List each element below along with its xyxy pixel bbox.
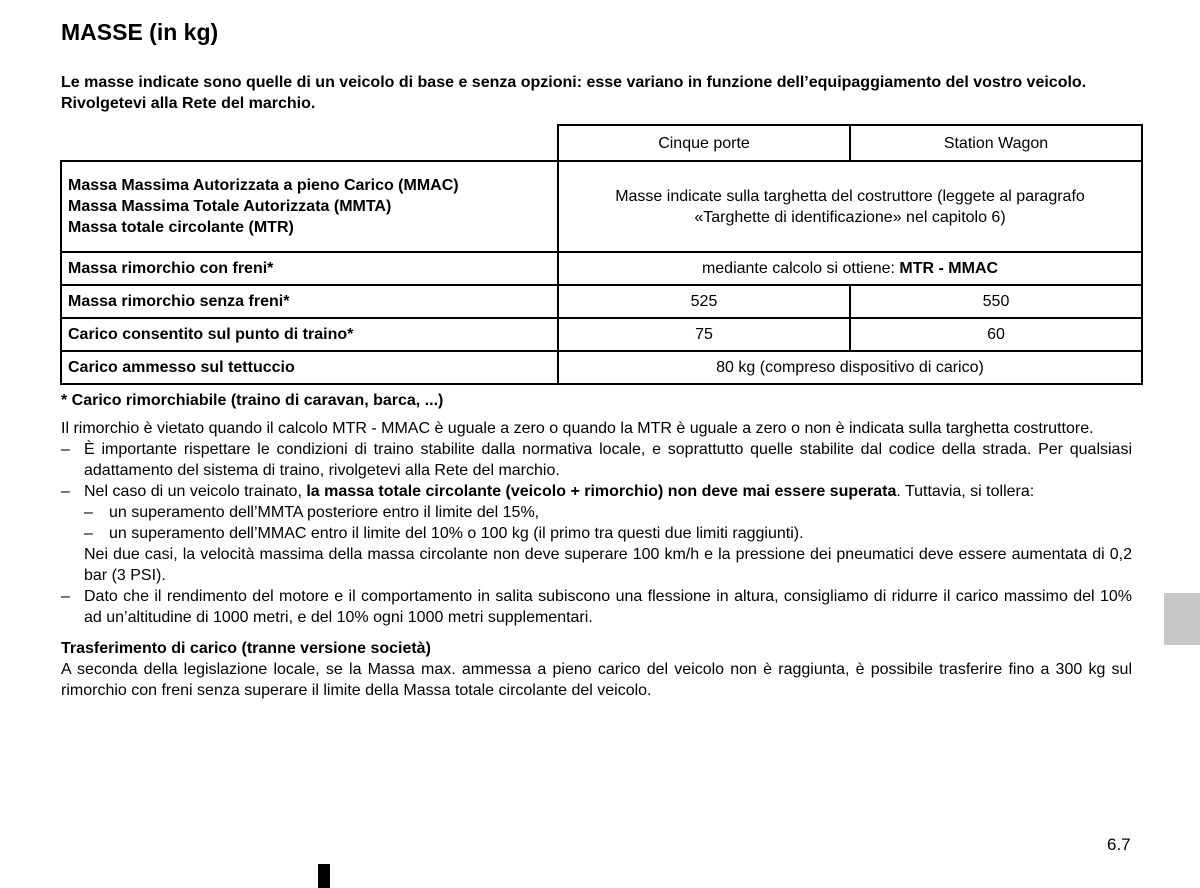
table-header-row (61, 125, 1142, 161)
masses-value: Masse indicate sulla targhetta del costruttore (leggete al paragrafo «Targhette di identificazione» nel capitolo 6) (558, 161, 1142, 252)
table-row-unbraked (61, 285, 1142, 318)
hitch-value-station-wagon: 60 (850, 318, 1142, 351)
row-label-roof: Carico ammesso sul tettuccio (61, 351, 558, 384)
load-transfer-heading: Trasferimento di carico (tranne versione società) (61, 640, 431, 657)
table-row-braked (61, 252, 1142, 285)
list-item-altitude (61, 586, 1132, 628)
roof-value: 80 kg (compreso dispositivo di carico) (558, 351, 1142, 384)
list-dash: – (61, 588, 70, 605)
unbraked-value-cinque-porte: 525 (558, 285, 850, 318)
row-label-hitch: Carico consentito sul punto di traino* (61, 318, 558, 351)
table-corner-cell (61, 125, 558, 161)
list-item-text: Dato che il rendimento del motore e il comportamento in salita subiscono una flessione in altura, consigliamo di ridurre il carico massimo del 10% ad un’altitudine di 1000 metri, e del 10% ogni 1000 metri supplementari. (84, 588, 1132, 626)
sub-list-dash: – (84, 525, 93, 542)
column-header-station-wagon: Station Wagon (850, 125, 1142, 161)
sub-item-mmac (84, 523, 1132, 544)
hitch-value-cinque-porte: 75 (558, 318, 850, 351)
table-row-hitch (61, 318, 1142, 351)
chapter-side-tab (1164, 593, 1200, 645)
row-label-braked: Massa rimorchio con freni* (61, 252, 558, 285)
label-mmac: Massa Massima Autorizzata a pieno Carico (MMAC) (68, 177, 459, 194)
list-item-towed-vehicle (61, 481, 1132, 586)
print-registration-mark (318, 864, 330, 888)
load-transfer-text: A seconda della legislazione locale, se la Massa max. ammessa a pieno carico del veicolo non è raggiunta, è possibile trasferire fino a 300 kg sul rimorchio con freni senza superare il limite della Massa totale circolante del veicolo. (61, 661, 1132, 699)
list-item-prefix: Nel caso di un veicolo trainato, (84, 483, 307, 500)
list-item-bold-warning: la massa totale circolante (veicolo + rimorchio) non deve mai essere superata (306, 483, 897, 500)
list-item-regulations (61, 439, 1132, 481)
table-row-masses (61, 161, 1142, 252)
list-item-suffix: . Tuttavia, si tollera: (896, 483, 1035, 500)
body-text (61, 418, 1132, 701)
load-transfer-section (61, 638, 1132, 701)
mass-table (60, 124, 1143, 385)
list-dash: – (61, 441, 70, 458)
row-label-masses (61, 161, 558, 252)
braked-value (558, 252, 1142, 285)
label-mmta: Massa Massima Totale Autorizzata (MMTA) (68, 198, 392, 215)
table-footnote: * Carico rimorchiabile (traino di caravan, barca, ...) (61, 392, 444, 409)
braked-value-formula: MTR - MMAC (899, 260, 999, 277)
table-row-roof (61, 351, 1142, 384)
list-dash: – (61, 483, 70, 500)
speed-pressure-note: Nei due casi, la velocità massima della massa circolante non deve superare 100 km/h e la pressione dei pneumatici deve essere aumentata di 0,2 bar (3 PSI). (84, 546, 1132, 584)
label-mtr: Massa totale circolante (MTR) (68, 219, 294, 236)
sub-list-dash: – (84, 504, 93, 521)
sub-item-mmta (84, 502, 1132, 523)
sub-item-text: un superamento dell’MMTA posteriore entro il limite del 15%, (109, 504, 540, 521)
page-number: 6.7 (1107, 835, 1131, 854)
list-item-text: È importante rispettare le condizioni di traino stabilite dalla normativa locale, e soprattutto quelle stabilite dal codice della strada. Per qualsiasi adattamento del sistema di traino, rivolgetevi alla Rete del marchio. (84, 441, 1132, 479)
column-header-cinque-porte: Cinque porte (558, 125, 850, 161)
page-title: MASSE (in kg) (61, 19, 219, 45)
braked-value-prefix: mediante calcolo si ottiene: (701, 260, 900, 277)
row-label-unbraked: Massa rimorchio senza freni* (61, 285, 558, 318)
intro-paragraph: Le masse indicate sono quelle di un veicolo di base e senza opzioni: esse variano in funzione dell’equipaggiamento del vostro veicolo. Rivolgetevi alla Rete del marchio. (61, 74, 1087, 112)
towing-prohibited-paragraph: Il rimorchio è vietato quando il calcolo MTR - MMAC è uguale a zero o quando la MTR è uguale a zero o non è indicata sulla targhetta costruttore. (61, 420, 1094, 437)
unbraked-value-station-wagon: 550 (850, 285, 1142, 318)
sub-item-text: un superamento dell’MMAC entro il limite del 10% o 100 kg (il primo tra questi due limiti raggiunti). (109, 525, 804, 542)
